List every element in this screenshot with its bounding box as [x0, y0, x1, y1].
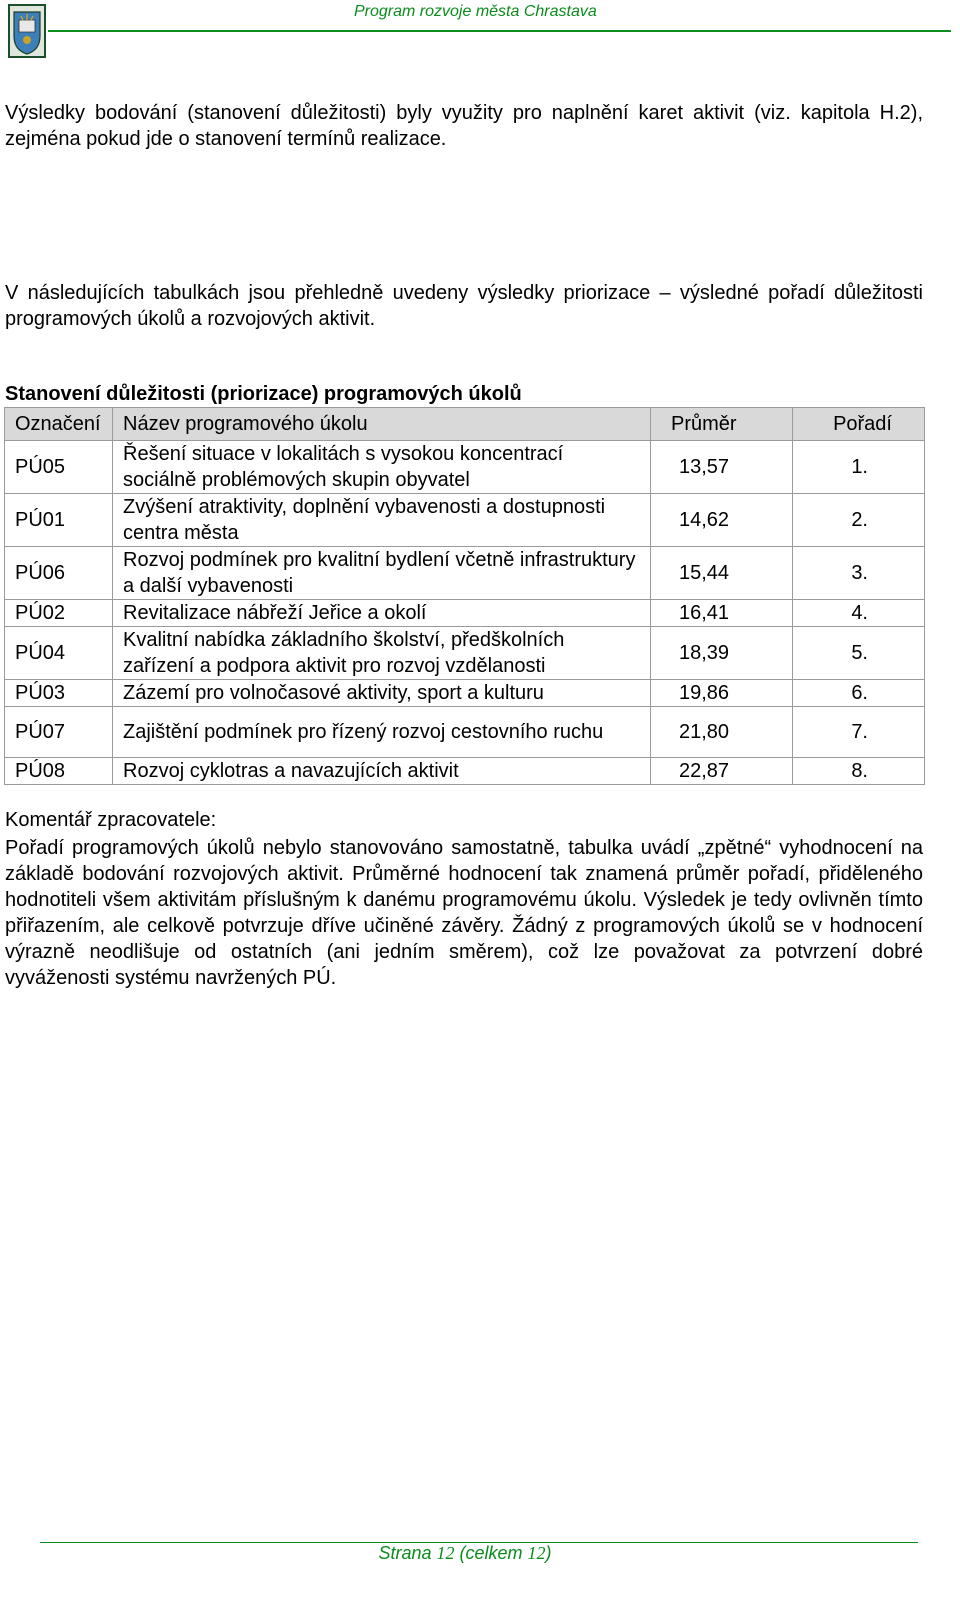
table-row [5, 707, 925, 758]
row-rank: 2. [793, 494, 925, 547]
table-row [5, 494, 925, 547]
header-average: Průměr [651, 408, 793, 441]
document-title: Program rozvoje města Chrastava [354, 3, 597, 20]
row-name: Rozvoj podmínek pro kvalitní bydlení včetně infrastruktury a další vybavenosti [113, 547, 651, 600]
row-code: PÚ05 [5, 441, 113, 494]
row-rank: 4. [793, 600, 925, 627]
table-title: Stanovení důležitosti (priorizace) programových úkolů [5, 383, 522, 405]
header-code: Označení [5, 408, 113, 441]
footer-suffix: ) [545, 1543, 552, 1563]
row-code: PÚ06 [5, 547, 113, 600]
row-code: PÚ07 [5, 707, 113, 758]
row-average: 19,86 [651, 680, 793, 707]
table-row [5, 600, 925, 627]
row-name: Zvýšení atraktivity, doplnění vybavenosti a dostupnosti centra města [113, 494, 651, 547]
row-average: 15,44 [651, 547, 793, 600]
footer-mid: (celkem [459, 1543, 523, 1563]
footer-prefix: Strana [378, 1543, 432, 1563]
row-code: PÚ08 [5, 758, 113, 785]
page-header [0, 0, 960, 62]
row-rank: 5. [793, 627, 925, 680]
row-code: PÚ03 [5, 680, 113, 707]
row-average: 21,80 [651, 707, 793, 758]
row-average: 16,41 [651, 600, 793, 627]
comment-text: Pořadí programových úkolů nebylo stanovováno samostatně, tabulka uvádí „zpětné“ vyhodnocení na základě bodování rozvojových aktivit. Průměrné hodnocení tak znamená průměr pořadí, přiděleného hodnotiteli všem aktivitám příslušným k danému programovému úkolu. Výsledek je tedy ovlivněn tímto přiřazením, ale celkově potvrzuje dříve učiněné závěry. Žádný z programových úkolů se v hodnocení výrazně neodlišuje od ostatních (ani jedním směrem), což lze považovat za potvrzení dobré vyváženosti systému navržených PÚ. [5, 837, 923, 989]
row-name: Revitalizace nábřeží Jeřice a okolí [113, 600, 651, 627]
row-rank: 6. [793, 680, 925, 707]
priority-table [4, 407, 925, 785]
row-rank: 1. [793, 441, 925, 494]
city-crest-icon [8, 4, 46, 58]
row-average: 13,57 [651, 441, 793, 494]
header-rule [48, 30, 951, 32]
page-footer [0, 1543, 930, 1564]
intro-paragraph: Výsledky bodování (stanovení důležitosti) byly využity pro naplnění karet aktivit (viz. kapitola H.2), zejména pokud jde o stanovení termínů realizace. [5, 102, 923, 150]
footer-page-number: 12 [436, 1543, 455, 1563]
table-row [5, 627, 925, 680]
footer-total-pages: 12 [527, 1543, 546, 1563]
table-row [5, 680, 925, 707]
row-name: Zajištění podmínek pro řízený rozvoj cestovního ruchu [113, 707, 651, 758]
table-row [5, 758, 925, 785]
tables-intro-paragraph: V následujících tabulkách jsou přehledně uvedeny výsledky priorizace – výsledné pořadí důležitosti programových úkolů a rozvojových aktivit. [5, 282, 923, 330]
row-name: Rozvoj cyklotras a navazujících aktivit [113, 758, 651, 785]
row-average: 18,39 [651, 627, 793, 680]
table-header-row [5, 408, 925, 441]
row-name: Zázemí pro volnočasové aktivity, sport a kulturu [113, 680, 651, 707]
header-rank: Pořadí [793, 408, 925, 441]
row-code: PÚ01 [5, 494, 113, 547]
row-name: Řešení situace v lokalitách s vysokou koncentrací sociálně problémových skupin obyvatel [113, 441, 651, 494]
row-average: 14,62 [651, 494, 793, 547]
row-rank: 7. [793, 707, 925, 758]
row-code: PÚ04 [5, 627, 113, 680]
row-code: PÚ02 [5, 600, 113, 627]
row-name: Kvalitní nabídka základního školství, předškolních zařízení a podpora aktivit pro rozvoj vzdělanosti [113, 627, 651, 680]
header-name: Název programového úkolu [113, 408, 651, 441]
table-row [5, 547, 925, 600]
row-average: 22,87 [651, 758, 793, 785]
row-rank: 8. [793, 758, 925, 785]
table-row [5, 441, 925, 494]
row-rank: 3. [793, 547, 925, 600]
comment-label: Komentář zpracovatele: [5, 809, 217, 831]
